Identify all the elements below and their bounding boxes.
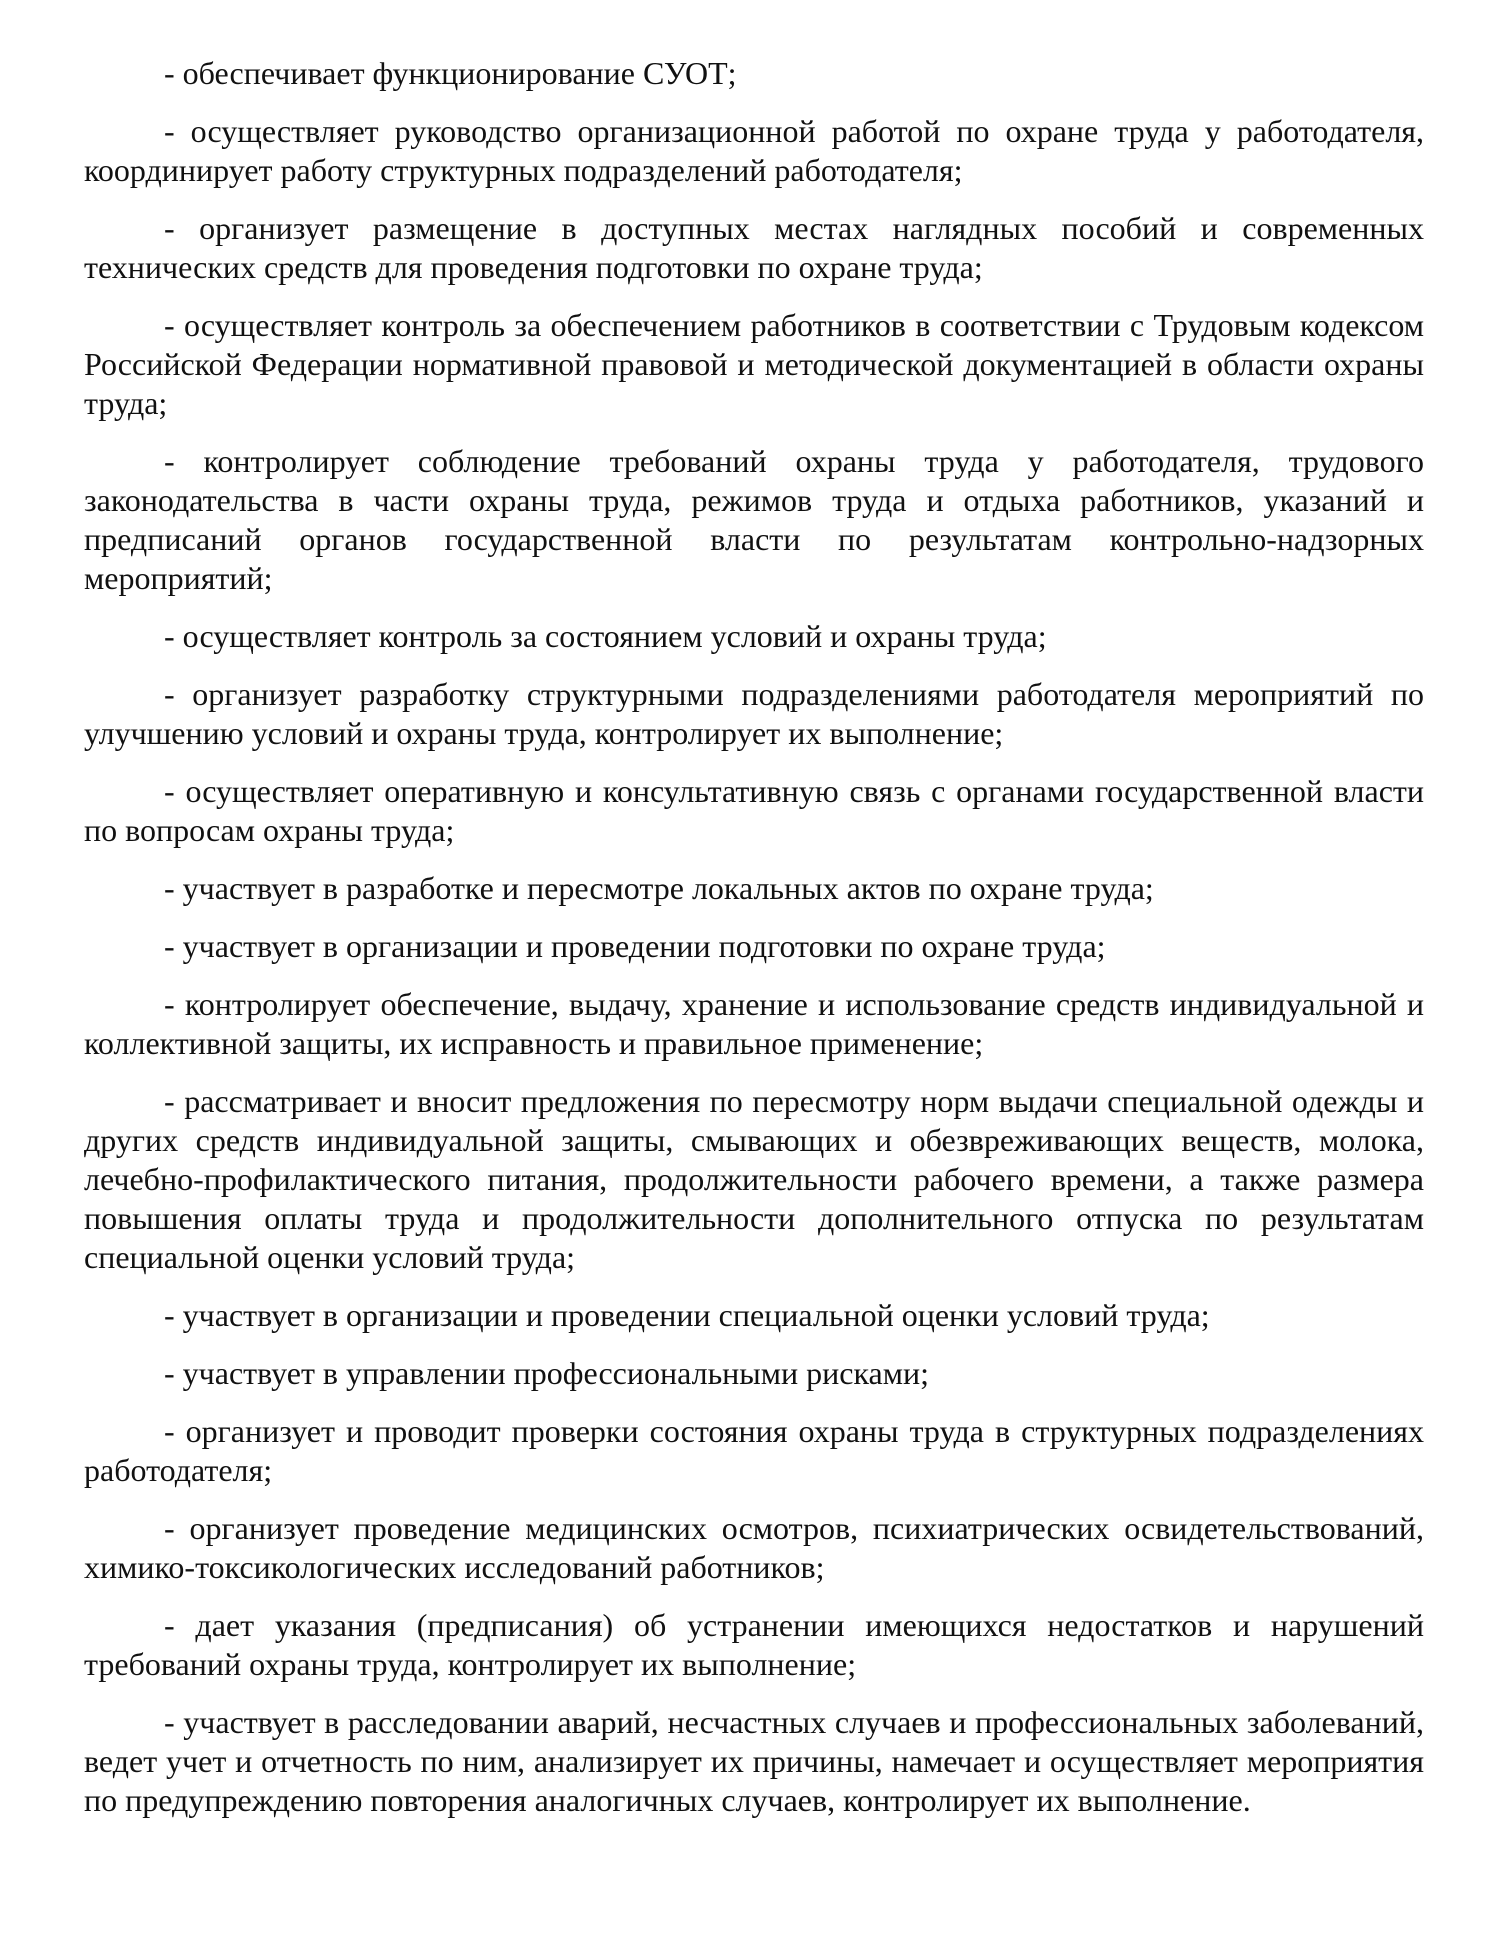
paragraph-17: - дает указания (предписания) об устранении имеющихся недостатков и нарушений требований охраны труда, контролирует их выполнение; [84,1607,1424,1682]
paragraph-7: - организует разработку структурными подразделениями работодателя мероприятий по улучшению условий и охраны труда, контролирует их выполнение; [84,676,1424,751]
paragraph-9: - участвует в разработке и пересмотре локальных актов по охране труда; [164,870,1154,906]
paragraph-11: - контролирует обеспечение, выдачу, хранение и использование средств индивидуальной и коллективной защиты, их исправность и правильное применение; [84,986,1424,1061]
document-page [84,54,1424,1839]
paragraph-15: - организует и проводит проверки состояния охраны труда в структурных подразделениях работодателя; [84,1413,1424,1488]
paragraph-3: - организует размещение в доступных местах наглядных пособий и современных технических средств для проведения подготовки по охране труда; [84,210,1424,285]
paragraph-6: - осуществляет контроль за состоянием условий и охраны труда; [164,618,1047,654]
paragraph-14: - участвует в управлении профессиональными рисками; [164,1355,930,1391]
paragraph-2: - осуществляет руководство организационной работой по охране труда у работодателя, координирует работу структурных подразделений работодателя; [84,113,1424,188]
paragraph-12: - рассматривает и вносит предложения по пересмотру норм выдачи специальной одежды и других средств индивидуальной защиты, смывающих и обезвреживающих веществ, молока, лечебно-профилактического питания, продолжительности рабочего времени, а также размера повышения оплаты труда и продолжительности дополнительного отпуска по результатам специальной оценки условий труда; [84,1083,1424,1275]
paragraph-10: - участвует в организации и проведении подготовки по охране труда; [164,928,1106,964]
paragraph-4: - осуществляет контроль за обеспечением работников в соответствии с Трудовым кодексом Российской Федерации нормативной правовой и методической документацией в области охраны труда; [84,307,1424,421]
paragraph-16: - организует проведение медицинских осмотров, психиатрических освидетельствований, химико-токсикологических исследований работников; [84,1510,1424,1585]
paragraph-1: - обеспечивает функционирование СУОТ; [164,55,737,91]
paragraph-5: - контролирует соблюдение требований охраны труда у работодателя, трудового законодательства в части охраны труда, режимов труда и отдыха работников, указаний и предписаний органов государственной власти по результатам контрольно-надзорных мероприятий; [84,443,1424,596]
paragraph-8: - осуществляет оперативную и консультативную связь с органами государственной власти по вопросам охраны труда; [84,773,1424,848]
paragraph-13: - участвует в организации и проведении специальной оценки условий труда; [164,1297,1210,1333]
paragraph-18: - участвует в расследовании аварий, несчастных случаев и профессиональных заболеваний, ведет учет и отчетность по ним, анализирует их причины, намечает и осуществляет мероприятия по предупреждению повторения аналогичных случаев, контролирует их выполнение. [84,1704,1424,1818]
